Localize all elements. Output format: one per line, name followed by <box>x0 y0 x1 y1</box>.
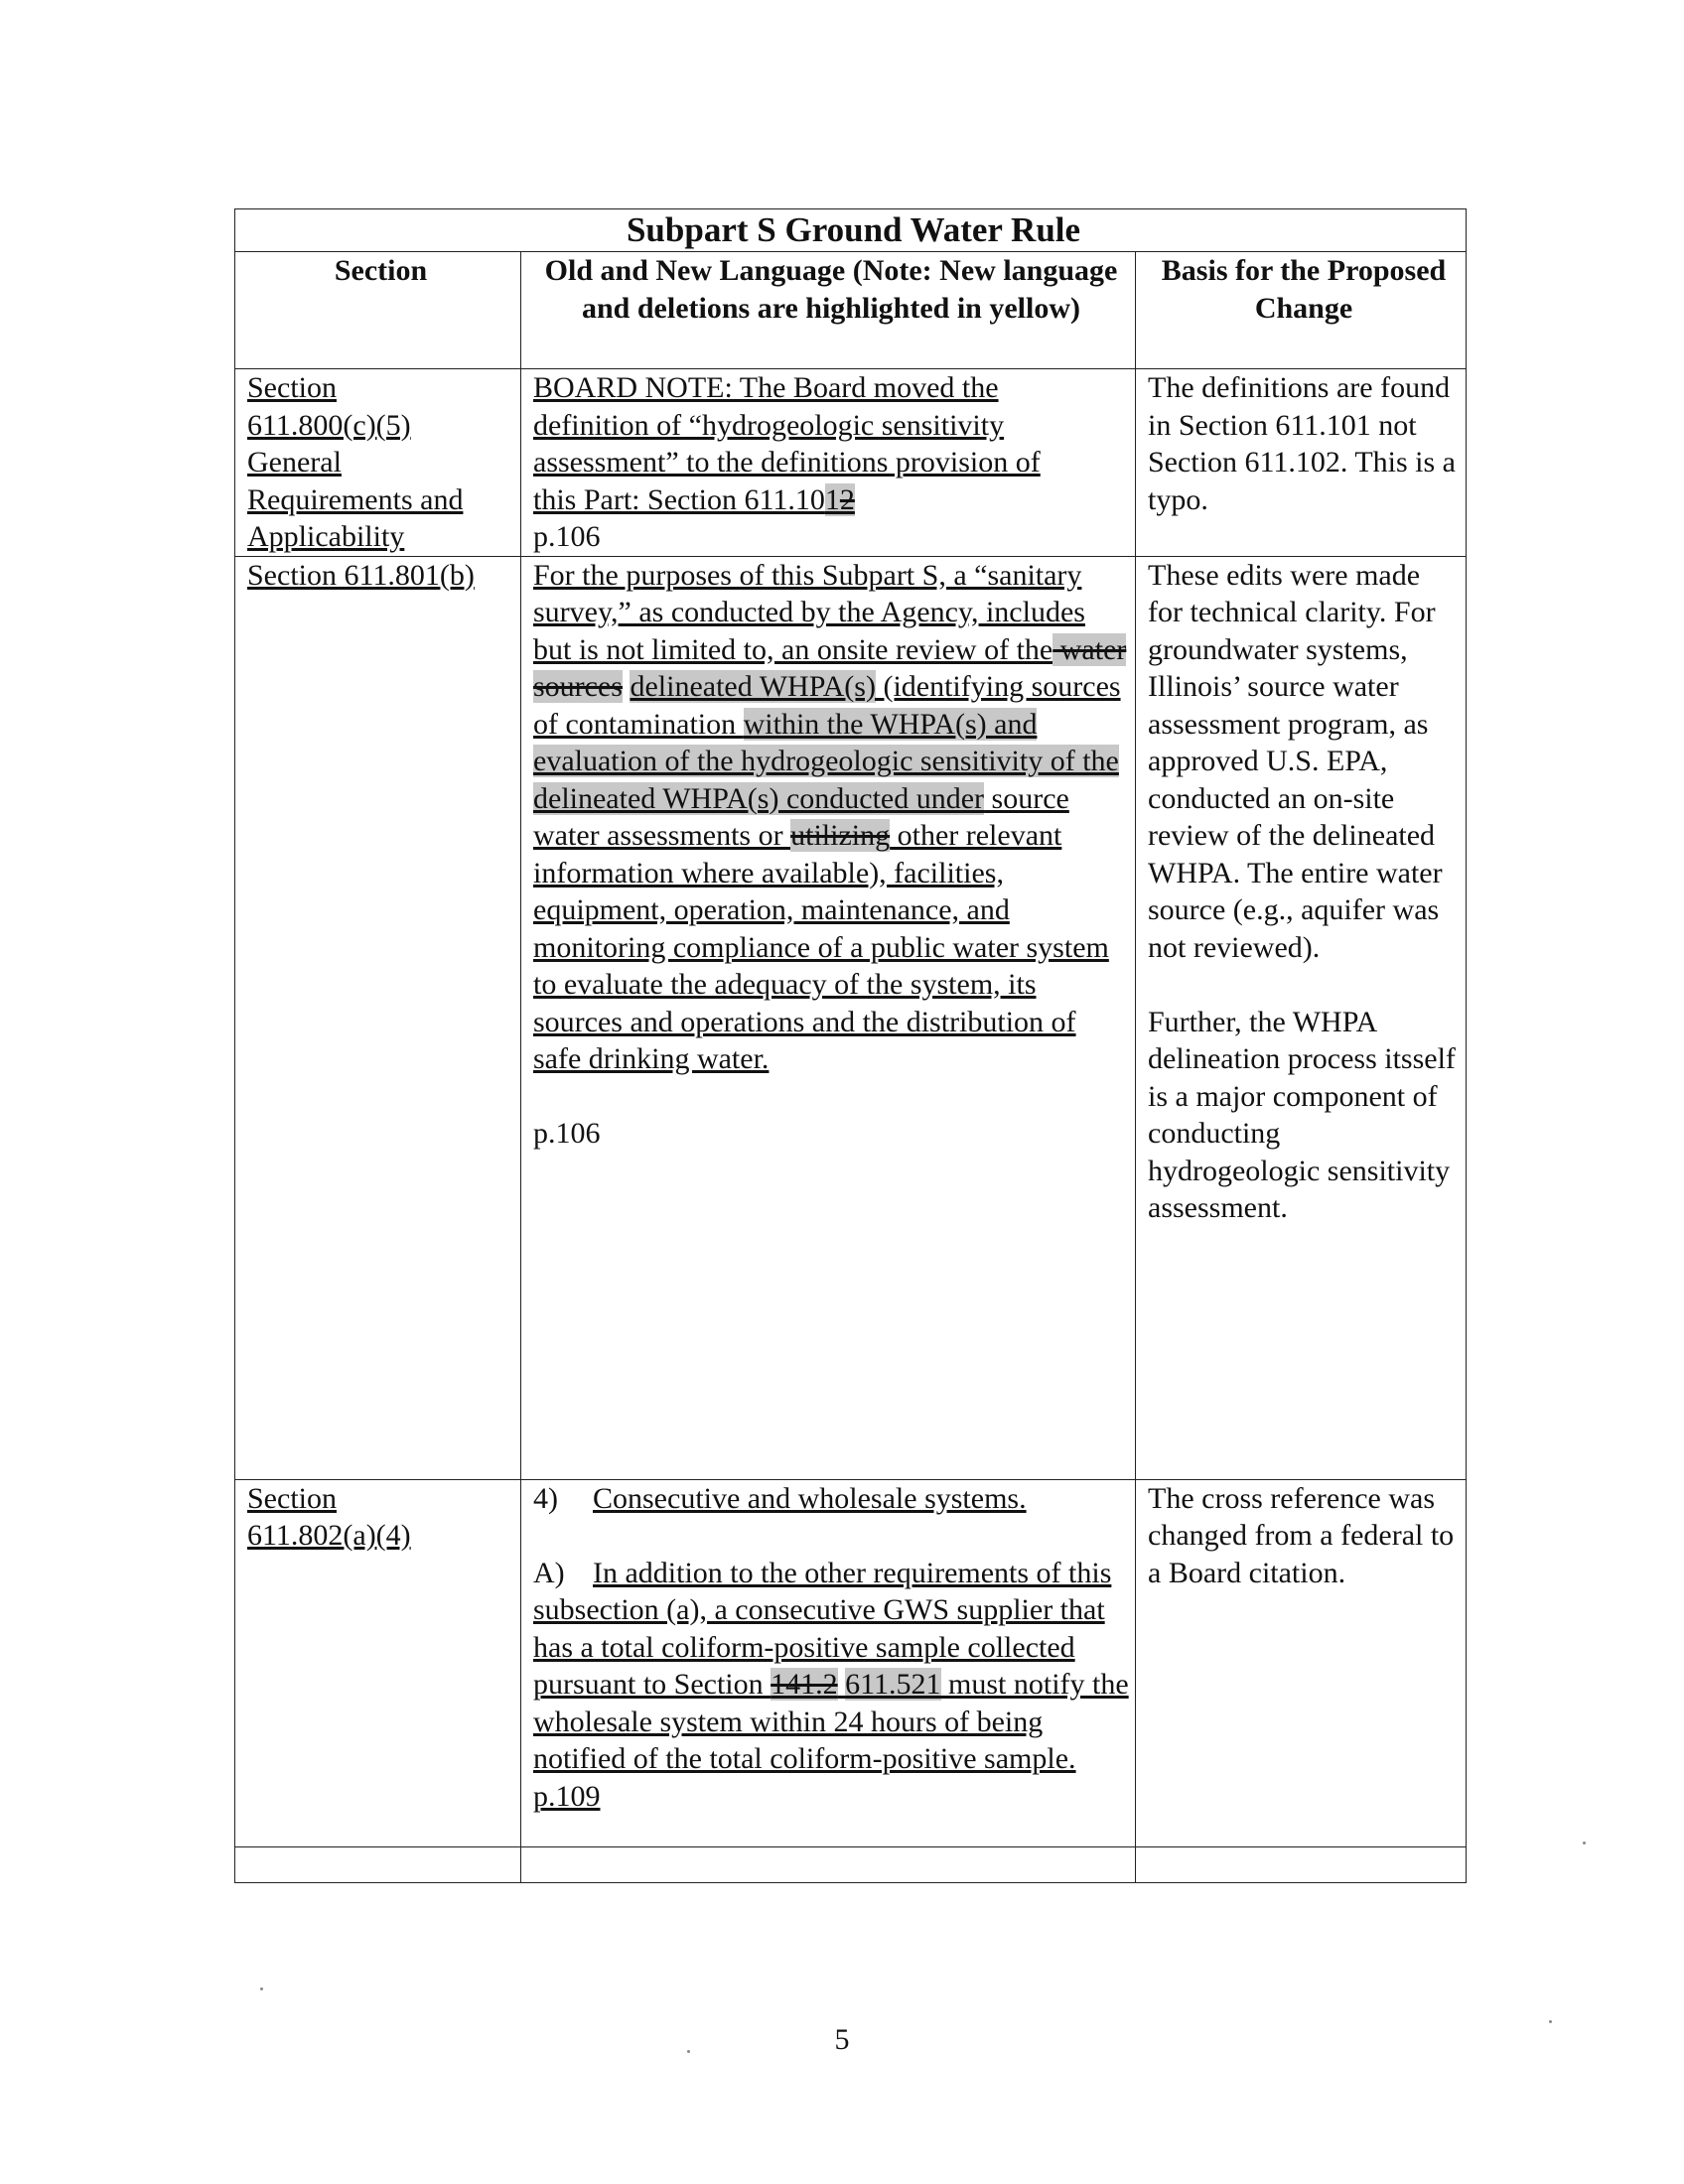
row1-section-line: General <box>247 446 342 478</box>
board-note-line <box>533 481 1129 519</box>
row3-language <box>521 1479 1136 1846</box>
subsection-number: 4) <box>533 1481 558 1515</box>
language-text: For the purposes of this Subpart S, a “sanitary survey,” as conducted by the Agency, includes but is not limited to, an onsite review of the <box>533 558 1085 666</box>
inserted-text: 611.521 <box>845 1668 941 1701</box>
row1-section <box>235 369 521 557</box>
board-note-line: definition of “hydrogeologic sensitivity <box>533 408 1005 442</box>
deleted-text: utilizing <box>790 819 891 852</box>
deleted-text: 2 <box>839 482 855 516</box>
board-note-line: BOARD NOTE: The Board moved the <box>533 371 999 404</box>
table-header-row <box>235 252 1467 369</box>
language-text: must notify the wholesale system within 24 hours of being notified of the total coliform-positive sample. <box>533 1668 1129 1775</box>
page-reference: p.109 <box>533 1779 601 1813</box>
deleted-text: 141.2 <box>771 1668 838 1701</box>
row3-section-line: Section <box>247 1481 337 1515</box>
empty-cell <box>235 1846 521 1882</box>
inserted-text: 1 <box>824 482 840 516</box>
row3-basis: The cross reference was changed from a federal to a Board citation. <box>1136 1479 1467 1846</box>
row1-section-line: Requirements and <box>247 482 464 516</box>
scan-speck <box>1549 2020 1552 2023</box>
row1-section-line: Applicability <box>247 520 405 553</box>
basis-paragraph: Further, the WHPA delineation process itsself is a major component of conducting hydrogeologic sensitivity assessment. <box>1148 1005 1456 1224</box>
deleted-text: water sources <box>533 632 1127 703</box>
page-number: 5 <box>834 2023 850 2056</box>
board-note-text: this Part: Section 611.10 <box>533 482 825 516</box>
language-text: source water assessments or <box>533 781 1069 852</box>
page-reference: p.106 <box>533 520 601 553</box>
page-reference: p.106 <box>533 1117 601 1150</box>
scan-speck <box>260 1987 263 1990</box>
row2-basis <box>1136 556 1467 1479</box>
scan-speck <box>1583 1842 1586 1844</box>
row2-language <box>521 556 1136 1479</box>
empty-cell <box>521 1846 1136 1882</box>
language-text: other relevant information where available), facilities, equipment, operation, maintenance, and monitoring compliance of a public water system to evaluate the adequacy of the system, its sources and operations and the distribution of safe drinking water. <box>533 819 1109 1075</box>
row1-section-line: 611.800(c)(5) <box>247 408 411 442</box>
header-section: Section <box>235 252 521 369</box>
spacer <box>1148 966 1460 1004</box>
subsection-number: A) <box>533 1556 565 1589</box>
table-row <box>235 1479 1467 1846</box>
spacer <box>533 1517 1129 1555</box>
language-text: In addition to the other requirements of this subsection (a), a consecutive GWS supplier that has a total coliform-positive sample collected pursuant to Section <box>533 1556 1112 1701</box>
row1-language <box>521 369 1136 557</box>
subsection-heading <box>533 1480 1129 1518</box>
row1-basis: The definitions are found in Section 611.101 not Section 611.102. This is a typo. <box>1136 369 1467 557</box>
empty-table-row <box>235 1846 1467 1882</box>
empty-cell <box>1136 1846 1467 1882</box>
subsection-body <box>533 1557 1129 1776</box>
table-row <box>235 556 1467 1479</box>
language-text: (identifying sources of contamination <box>533 670 1121 741</box>
table-row <box>235 369 1467 557</box>
header-basis: Basis for the Proposed Change <box>1136 252 1467 369</box>
scan-speck <box>687 2050 690 2053</box>
ground-water-rule-table <box>234 208 1467 1883</box>
inserted-text: delineated WHPA(s) <box>630 670 876 703</box>
header-language: Old and New Language (Note: New language and deletions are highlighted in yellow) <box>521 252 1136 369</box>
table-title: Subpart S Ground Water Rule <box>235 209 1467 252</box>
spacer <box>533 1078 1129 1116</box>
basis-paragraph: These edits were made for technical clarity. For groundwater systems, Illinois’ source water assessment program, as approved U.S. EPA, conducted an on-site review of the delineated WHPA. The entire water source (e.g., aquifer was not reviewed). <box>1148 558 1443 964</box>
subsection-title: Consecutive and wholesale systems. <box>593 1481 1027 1515</box>
board-note-line: assessment” to the definitions provision of <box>533 446 1041 478</box>
row2-section-text: Section 611.801(b) <box>247 558 475 592</box>
row3-section-line: 611.802(a)(4) <box>247 1519 411 1552</box>
row2-section <box>235 556 521 1479</box>
table-title-row <box>235 209 1467 252</box>
row1-section-line: Section <box>247 371 337 404</box>
inserted-text: within the WHPA(s) and evaluation of the hydrogeologic sensitivity of the delineated WHPA(s) conducted under <box>533 707 1119 815</box>
row3-section <box>235 1479 521 1846</box>
